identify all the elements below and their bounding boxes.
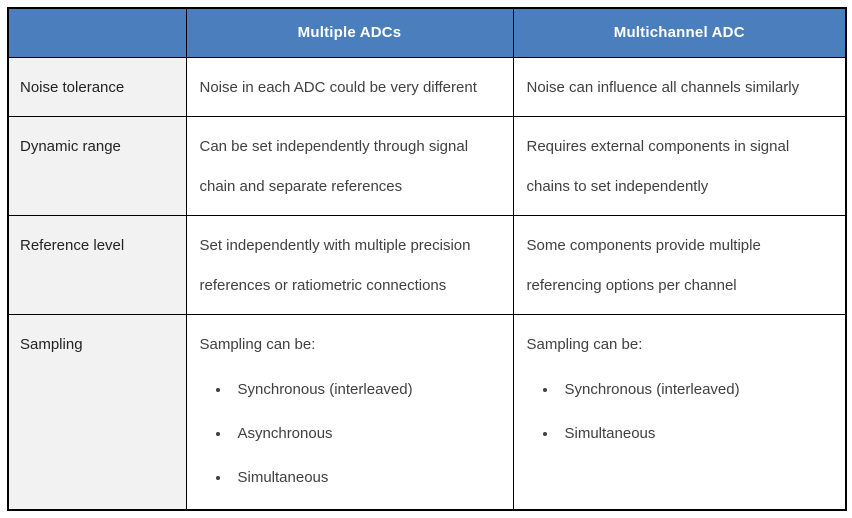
- cell-reference-multiple: Set independently with multiple precision references or ratiometric connections: [186, 215, 513, 314]
- list-item: • Simultaneous: [558, 412, 833, 456]
- table-row-noise-tolerance: [8, 57, 846, 116]
- sampling-intro-multichannel: Sampling can be:: [526, 335, 643, 353]
- row-label-dynamic-range: Dynamic range: [8, 116, 186, 215]
- sampling-bullet-list-multiple: [200, 368, 500, 500]
- list-item: • Synchronous (interleaved): [558, 368, 833, 412]
- cell-dynamic-multiple: Can be set independently through signal chain and separate references: [186, 116, 513, 215]
- header-cell-multiple-adcs: Multiple ADCs: [186, 8, 513, 57]
- list-item: • Synchronous (interleaved): [231, 368, 500, 412]
- list-item: • Asynchronous: [231, 412, 500, 456]
- cell-sampling-multichannel: [513, 314, 846, 510]
- header-cell-multichannel-adc: Multichannel ADC: [513, 8, 846, 57]
- sampling-intro-multiple: Sampling can be:: [199, 335, 316, 353]
- row-label-sampling: Sampling: [8, 314, 186, 510]
- cell-reference-multichannel: Some components provide multiple referencing options per channel: [513, 215, 846, 314]
- header-cell-empty: [8, 8, 186, 57]
- table-row-sampling: [8, 314, 846, 510]
- table-row-dynamic-range: [8, 116, 846, 215]
- sampling-bullet-list-multichannel: [527, 368, 833, 456]
- list-item: • Simultaneous: [231, 456, 500, 500]
- row-label-reference-level: Reference level: [8, 215, 186, 314]
- cell-dynamic-multichannel: Requires external components in signal chains to set independently: [513, 116, 846, 215]
- cell-noise-multichannel: Noise can influence all channels similarly: [513, 57, 846, 116]
- row-label-noise-tolerance: Noise tolerance: [8, 57, 186, 116]
- cell-sampling-multiple: [186, 314, 513, 510]
- adc-comparison-table: [7, 7, 847, 511]
- table-row-reference-level: [8, 215, 846, 314]
- header-row: [8, 8, 846, 57]
- cell-noise-multiple: Noise in each ADC could be very different: [186, 57, 513, 116]
